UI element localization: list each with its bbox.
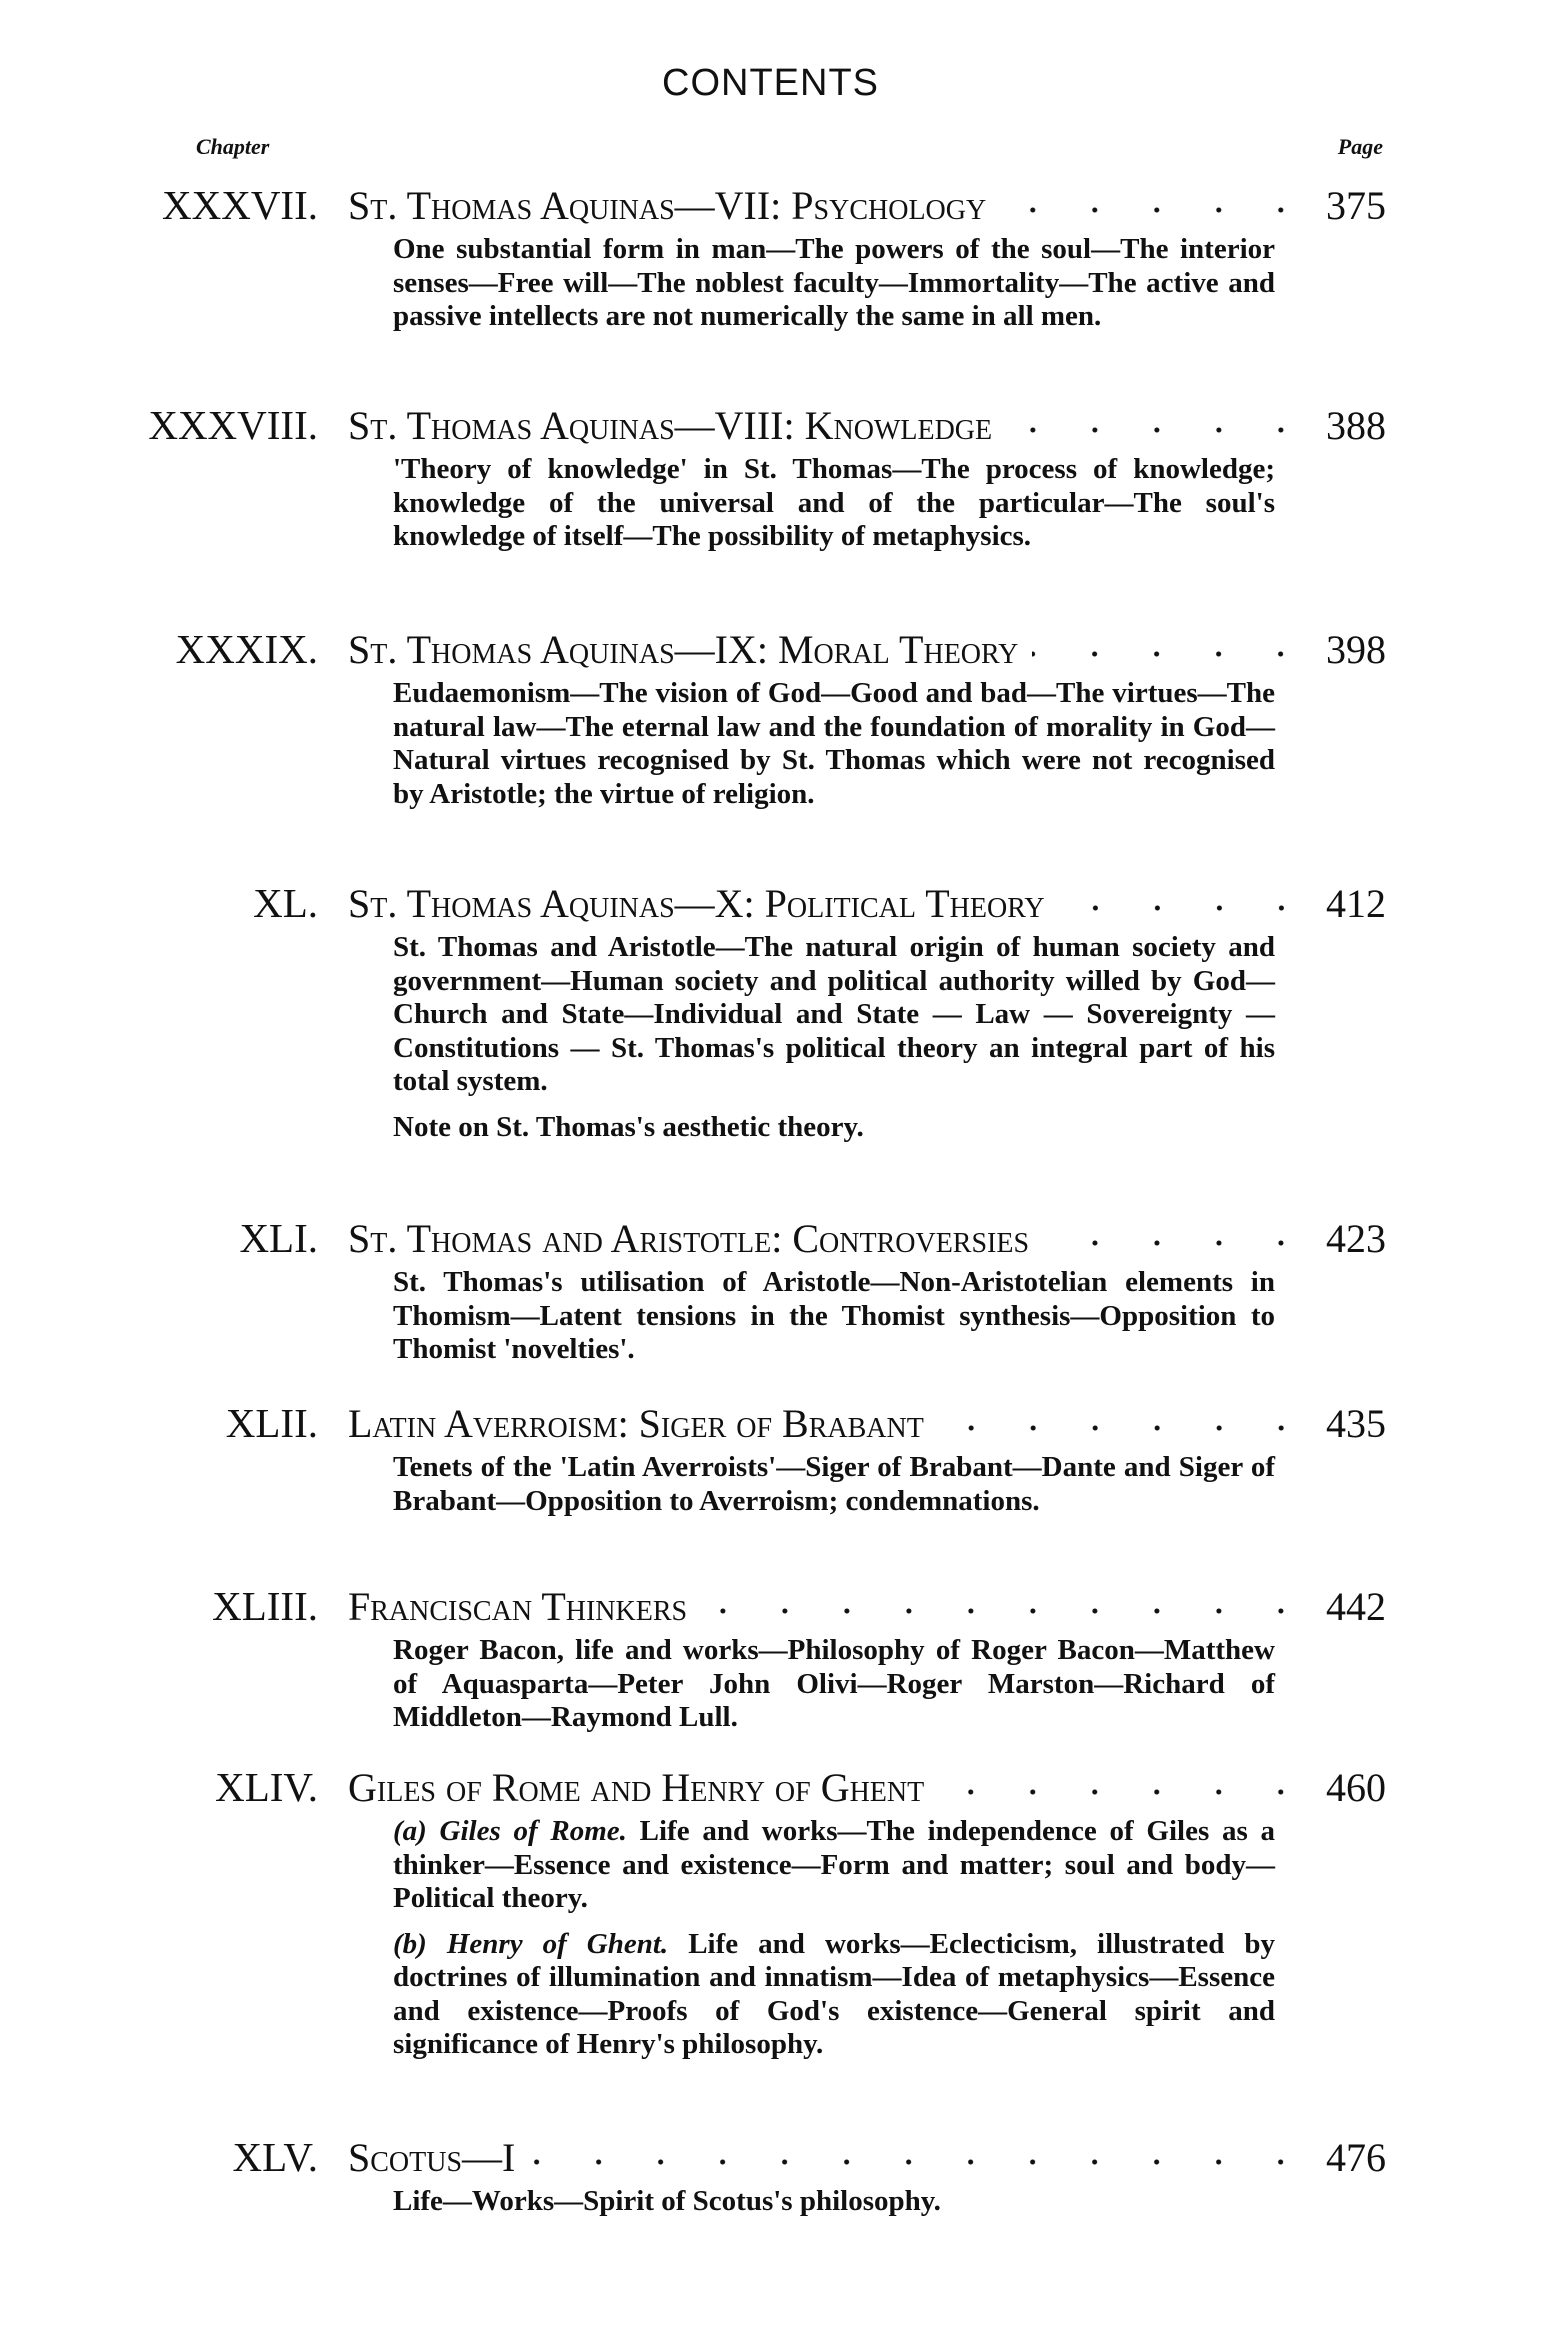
summary-text: Tenets of the 'Latin Averroists'—Siger of Brabant—Dante and Siger of Brabant—Opposition to Averroism; condemnations. — [393, 1451, 1275, 1517]
chapter-numeral: XXXVIII. — [148, 402, 318, 448]
chapter-summary — [393, 1451, 1275, 1518]
toc-entry — [0, 879, 1541, 1144]
entry-heading — [0, 1763, 1541, 1809]
dot-leader — [1032, 649, 1312, 659]
entry-heading — [0, 1399, 1541, 1445]
chapter-title: St. Thomas Aquinas—VIII: Knowledge — [348, 403, 993, 448]
entry-heading — [0, 879, 1541, 925]
page-column-label: Page — [1337, 134, 1383, 159]
summary-text: Life and works—Eclecticism, illustrated by doctrines of illumination and innatism—Idea of metaphysics—Essence and existence—Proofs of God's existence—General spirit and significance of Henry's philosophy. — [393, 1927, 1275, 2060]
chapter-numeral: XLIII. — [212, 1583, 318, 1629]
chapter-numeral: XXXVII. — [162, 182, 318, 228]
page-number: 460 — [1326, 1765, 1386, 1810]
toc-entry — [0, 625, 1541, 811]
toc-entry — [0, 1399, 1541, 1518]
dot-leader — [938, 1423, 1312, 1433]
chapter-numeral: XXXIX. — [175, 626, 318, 672]
chapter-title: St. Thomas Aquinas—IX: Moral Theory — [348, 627, 1019, 672]
chapter-summary — [393, 677, 1275, 811]
chapter-summary — [393, 1266, 1275, 1367]
page-number: 412 — [1326, 881, 1386, 926]
page-number: 442 — [1326, 1584, 1386, 1629]
chapter-numeral: XL. — [253, 880, 318, 926]
dot-leader — [701, 1606, 1312, 1616]
entry-heading — [0, 1582, 1541, 1628]
chapter-title: Giles of Rome and Henry of Ghent — [348, 1765, 925, 1810]
toc-entry — [0, 1582, 1541, 1735]
summary-text: One substantial form in man—The powers of the soul—The interior senses—Free will—The noblest faculty—Immortality—The active and passive intellects are not numerically the same in all men. — [393, 233, 1275, 332]
dot-leader — [1043, 1238, 1312, 1248]
toc-entry — [0, 1214, 1541, 1367]
summary-text: Roger Bacon, life and works—Philosophy of Roger Bacon—Matthew of Aquasparta—Peter John Olivi—Roger Marston—Richard of Middleton—Raymond Lull. — [393, 1634, 1275, 1733]
chapter-title: St. Thomas and Aristotle: Controversies — [348, 1216, 1030, 1261]
page-title: CONTENTS — [662, 62, 879, 104]
chapter-summary — [393, 233, 1275, 334]
chapter-numeral: XLV. — [232, 2134, 318, 2180]
dot-leader — [1006, 425, 1312, 435]
chapter-title: St. Thomas Aquinas—X: Political Theory — [348, 881, 1045, 926]
summary-text: Note on St. Thomas's aesthetic theory. — [393, 1110, 864, 1143]
chapter-summary — [393, 1928, 1275, 2062]
chapter-title: Latin Averroism: Siger of Brabant — [348, 1401, 924, 1446]
chapter-column-label: Chapter — [196, 134, 270, 159]
summary-lead: (a) Giles of Rome. — [393, 1815, 627, 1847]
chapter-summary — [393, 2185, 1275, 2219]
chapter-title: Franciscan Thinkers — [348, 1584, 688, 1629]
chapter-summary — [393, 1815, 1275, 1916]
chapter-summary — [393, 931, 1275, 1099]
entry-heading — [0, 2133, 1541, 2179]
chapter-numeral: XLII. — [225, 1400, 318, 1446]
page-number: 388 — [1326, 403, 1386, 448]
page-number: 423 — [1326, 1216, 1386, 1261]
entry-heading — [0, 401, 1541, 447]
page-number: 476 — [1326, 2135, 1386, 2180]
chapter-numeral: XLIV. — [215, 1764, 318, 1810]
chapter-title: Scotus—I — [348, 2135, 516, 2180]
dot-leader — [529, 2157, 1312, 2167]
toc-entry — [0, 401, 1541, 554]
page-number: 435 — [1326, 1401, 1386, 1446]
toc-entry — [0, 181, 1541, 334]
entry-heading — [0, 625, 1541, 671]
dot-leader — [1059, 903, 1312, 913]
entry-heading — [0, 1214, 1541, 1260]
chapter-summary — [393, 1634, 1275, 1735]
chapter-numeral: XLI. — [239, 1215, 318, 1261]
summary-text: Life—Works—Spirit of Scotus's philosophy. — [393, 2185, 941, 2217]
chapter-summary — [393, 453, 1275, 554]
summary-text: St. Thomas's utilisation of Aristotle—Non-Aristotelian elements in Thomism—Latent tensions in the Thomist synthesis—Opposition to Thomist 'novelties'. — [393, 1266, 1275, 1365]
summary-lead: (b) Henry of Ghent. — [393, 1927, 669, 1960]
toc-entry — [0, 2133, 1541, 2219]
chapter-summary — [393, 1111, 1275, 1145]
page-number: 375 — [1326, 183, 1386, 228]
page-number: 398 — [1326, 627, 1386, 672]
summary-text: St. Thomas and Aristotle—The natural origin of human society and government—Human society and political authority willed by God—Church and State—Individual and State — Law — Sovereignty — Constitutions — St. Thomas's political theory an integral part of his total system. — [393, 931, 1275, 1097]
summary-text: 'Theory of knowledge' in St. Thomas—The process of knowledge; knowledge of the universal and of the particular—The soul's knowledge of itself—The possibility of metaphysics. — [393, 453, 1275, 552]
summary-text: Eudaemonism—The vision of God—Good and bad—The virtues—The natural law—The eternal law and the foundation of morality in God—Natural virtues recognised by St. Thomas which were not recognised by Aristotle; the virtue of religion. — [393, 677, 1275, 810]
dot-leader — [938, 1787, 1312, 1797]
entry-heading — [0, 181, 1541, 227]
toc-entry — [0, 1763, 1541, 2062]
dot-leader — [1000, 205, 1312, 215]
chapter-title: St. Thomas Aquinas—VII: Psychology — [348, 183, 987, 228]
summary-text: Life and works—The independence of Giles as a thinker—Essence and existence—Form and matter; soul and body—Political theory. — [393, 1815, 1276, 1914]
